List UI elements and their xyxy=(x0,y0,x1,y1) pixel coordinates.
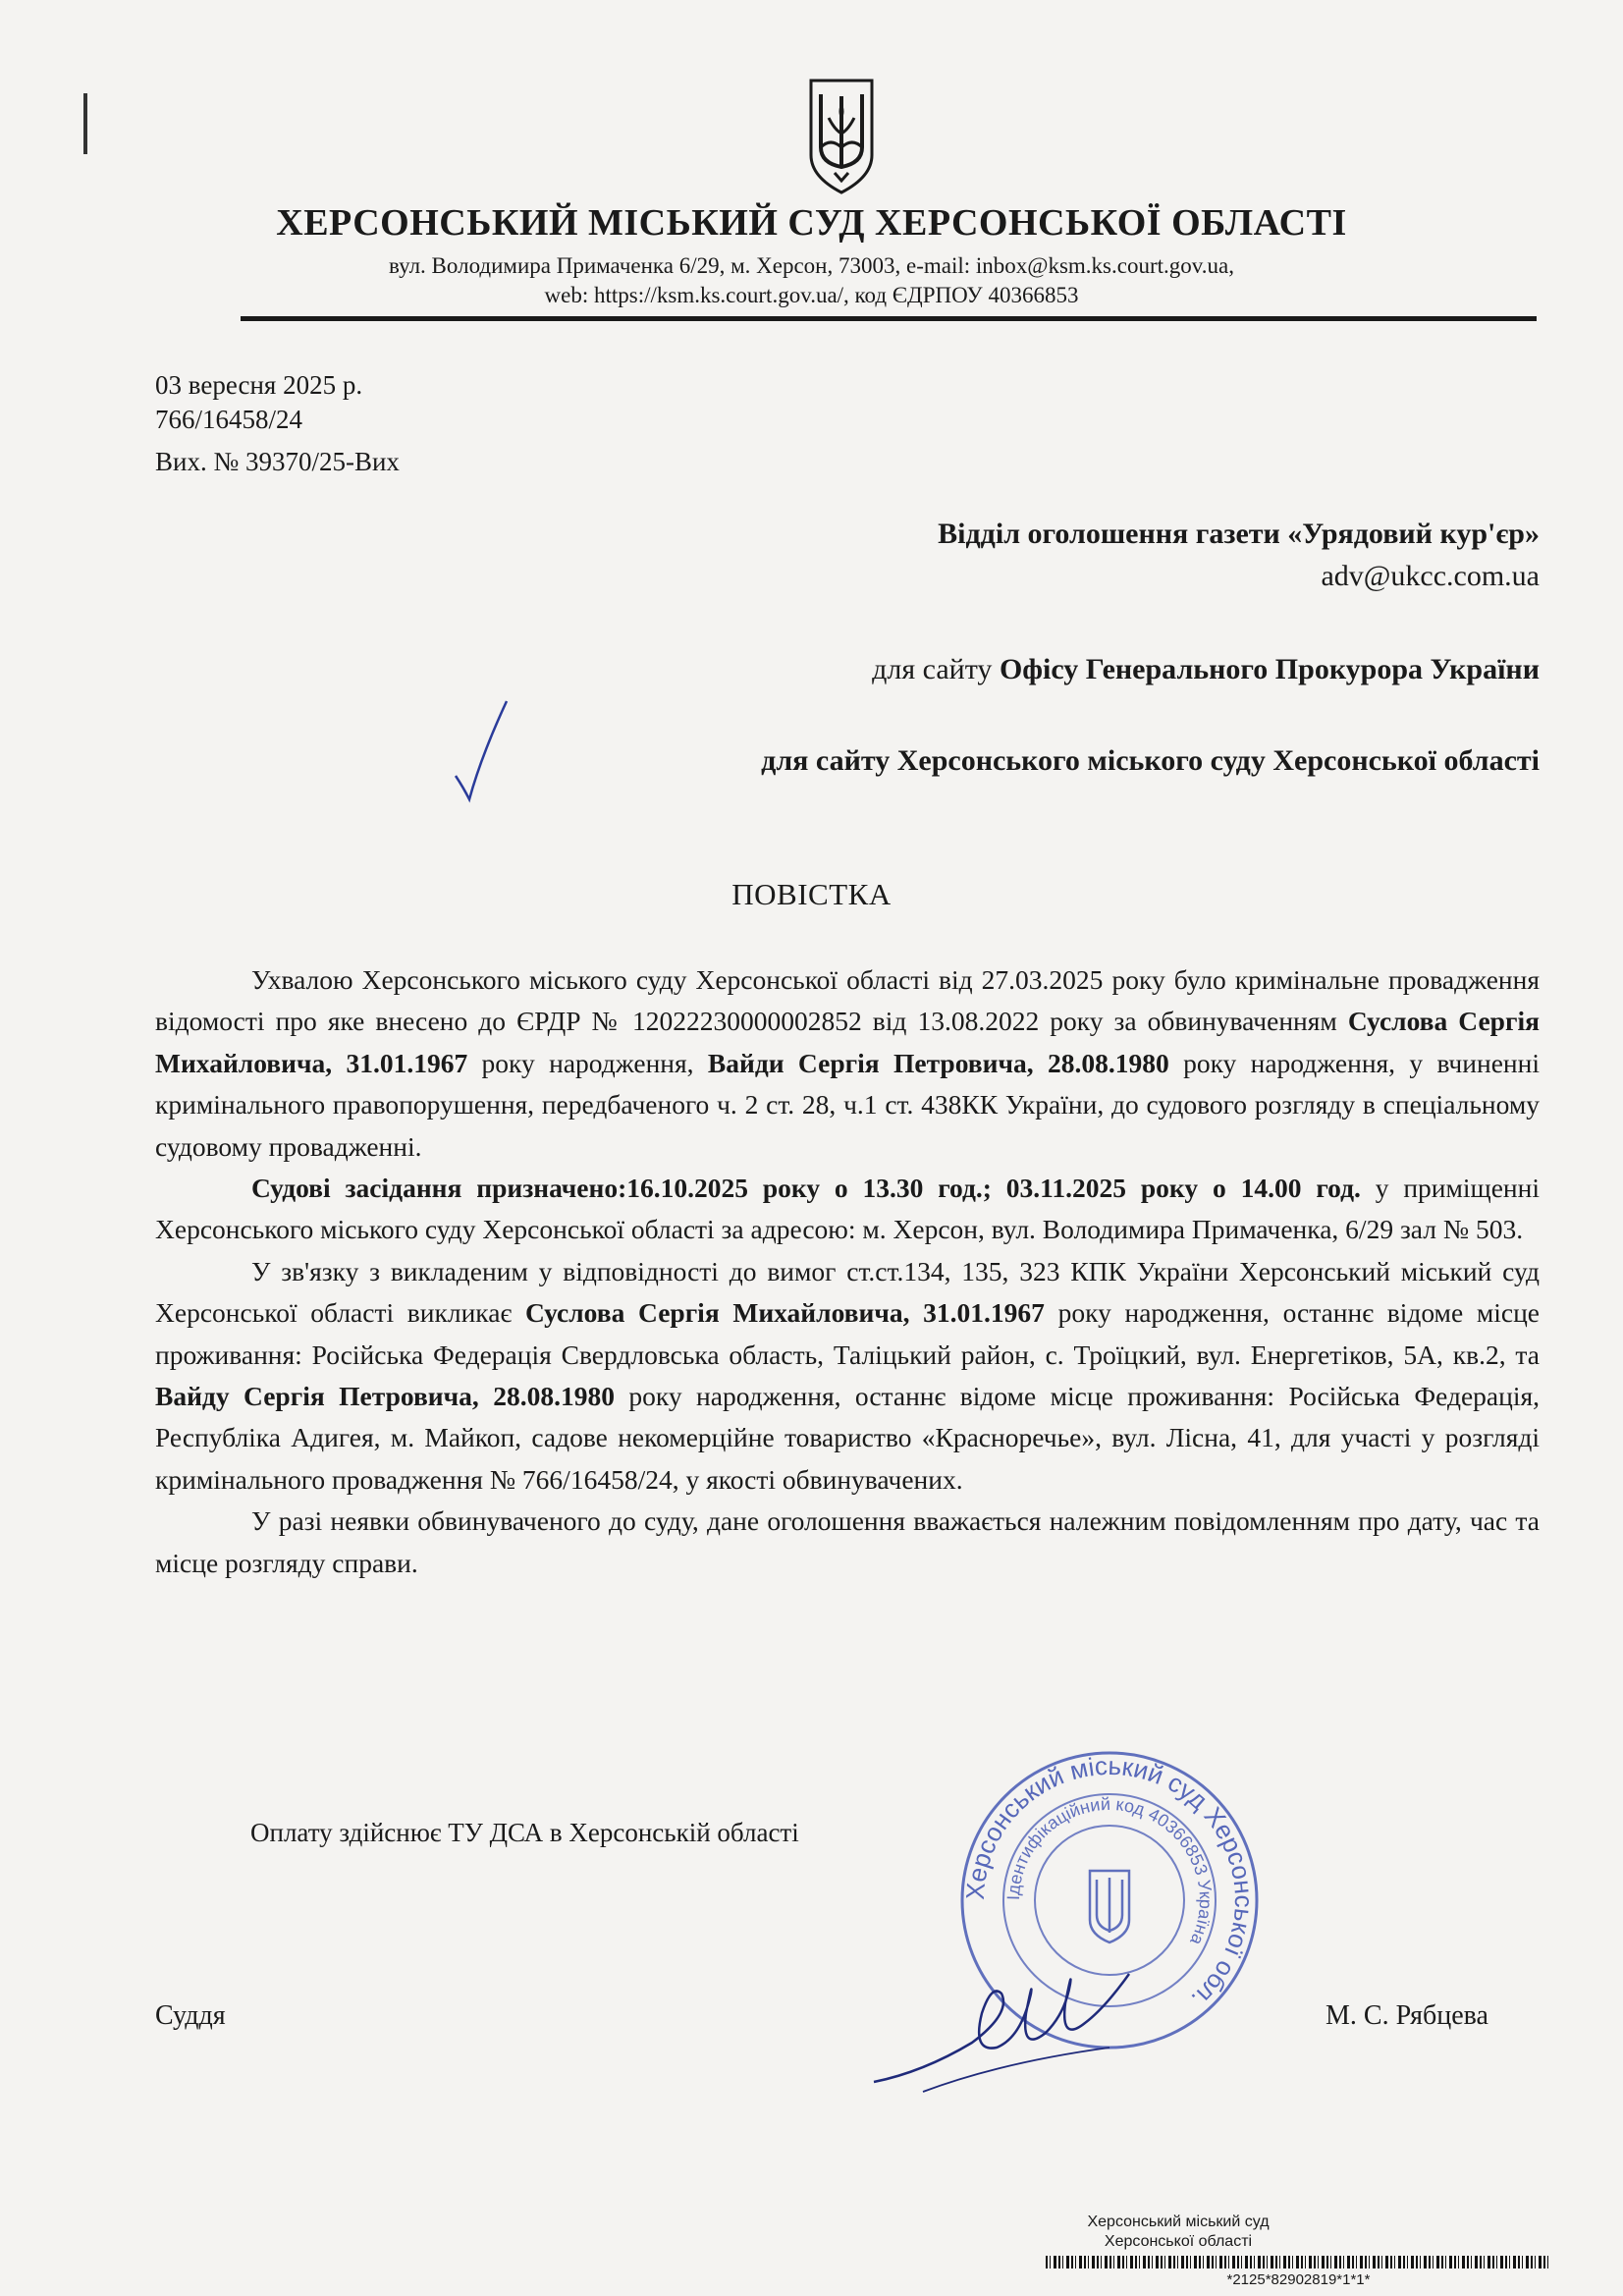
paragraph-hearings: Судові засідання призначено:16.10.2025 року о 13.30 год.; 03.11.2025 року о 14.00 год. у приміщенні Херсонського міського суду Херсонської області за адресою: м. Херсон, вул. Володимира Примаченка, 6/29 зал № 503. xyxy=(155,1173,1541,1245)
document-date: 03 вересня 2025 р. xyxy=(155,370,363,400)
court-address: вул. Володимира Примаченка 6/29, м. Херсон, 73003, e-mail: inbox@ksm.ks.court.gov.ua, xyxy=(389,253,1234,278)
hearing-dates: Судові засідання призначено:16.10.2025 року о 13.30 год.; 03.11.2025 року о 14.00 год. xyxy=(251,1173,1361,1204)
recipient-newspaper: Відділ оголошення газети «Урядовий кур'єр» xyxy=(938,518,1540,550)
seal-outer-text: Херсонський міський суд Херсонської обл. xyxy=(959,1750,1260,2015)
header-divider xyxy=(241,316,1537,321)
margin-mark xyxy=(83,93,87,154)
accused-name-2: Вайди Сергія Петровича, 28.08.1980 xyxy=(707,1047,1169,1078)
payment-note: Оплату здійснює ТУ ДСА в Херсонській області xyxy=(250,1818,799,1847)
site1-prefix: для сайту xyxy=(872,653,993,685)
court-web-code: web: https://ksm.ks.court.gov.ua/, код ЄДРПОУ 40366853 xyxy=(544,283,1079,307)
judge-label: Суддя xyxy=(155,2000,226,2031)
summons-body xyxy=(155,959,1540,1584)
accused-name-2: Вайду Сергія Петровича, 28.08.1980 xyxy=(155,1381,615,1412)
case-number: 766/16458/24 xyxy=(155,405,303,434)
recipient-prosecutor-site xyxy=(872,653,1540,686)
paragraph-absence-notice: У разі неявки обвинуваченого до суду, дане оголошення вважається належним повідомленням про дату, час та місце розгляду справи. xyxy=(155,1505,1540,1578)
accused-name-1: Суслова Сергія Михайловича, 31.01.1967 xyxy=(524,1297,1045,1329)
court-name: ХЕРСОНСЬКИЙ МІСЬКИЙ СУД ХЕРСОНСЬКОЇ ОБЛАСТІ xyxy=(276,202,1347,244)
paragraph-summons: У зв'язку з викладеним у відповідності до вимог ст.ст.134, 135, 323 КПК України Херсонський міський суд Херсонської області викликає Суслова Сергія Михайловича, 31.01.1967 року народження, останнє відоме місце проживання: Російська Федерація Свердловська область, Таліцький район, с. Троїцкий, вул. Енергетіков, 5А, кв.2, та Вайду Сергія Петровича, 28.08.1980 року народження, останнє відоме місце проживання: Російська Федерація, Республіка Адигея, м. Майкоп, садове некомерційне товариство «Красноречье», вул. Лісна, 41, для участі у розгляді кримінального провадження № 766/16458/24, у якості обвинувачених. xyxy=(155,1255,1541,1495)
seal-inner-text: Ідентифікаційний код 40366853 Україна xyxy=(1002,1793,1217,1948)
paragraph-ruling: Ухвалою Херсонського міського суду Херсонської області від 27.03.2025 року було кримінальне провадження відомості про яке внесено до ЄРДР № 12022230000002852 від 13.08.2022 року за обвинуваченням Суслова Сергія Михайловича, 31.01.1967 року народження, Вайди Сергія Петровича, 28.08.1980 року народження, у вчиненні кримінального правопорушення, передбаченого ч. 2 ст. 28, ч.1 ст. 438КК України, до судового розгляду в спеціальному судовому провадженні. xyxy=(155,964,1540,1162)
barcode xyxy=(1046,2256,1551,2269)
registry-label-line2: Херсонської області xyxy=(1104,2233,1253,2250)
handwritten-checkmark-icon xyxy=(452,697,511,805)
recipient-court-site: для сайту Херсонського міського суду Херсонської області xyxy=(761,744,1540,777)
handwritten-signature-icon xyxy=(864,1954,1139,2102)
registry-label-line1: Херсонський міський суд xyxy=(1087,2214,1270,2230)
accused-name-1: Суслова Сергія Михайловича, 31.01.1967 xyxy=(155,1006,1540,1078)
recipient-email: adv@ukcc.com.ua xyxy=(1321,560,1540,592)
summons-title: ПОВІСТКА xyxy=(731,877,892,911)
site1-name: Офісу Генерального Прокурора України xyxy=(999,653,1540,685)
trident-emblem-icon xyxy=(807,79,876,194)
barcode-number: *2125*82902819*1*1* xyxy=(1226,2271,1371,2288)
outgoing-number: Вих. № 39370/25-Вих xyxy=(155,447,400,476)
judge-name: М. С. Рябцева xyxy=(1325,2000,1488,2031)
